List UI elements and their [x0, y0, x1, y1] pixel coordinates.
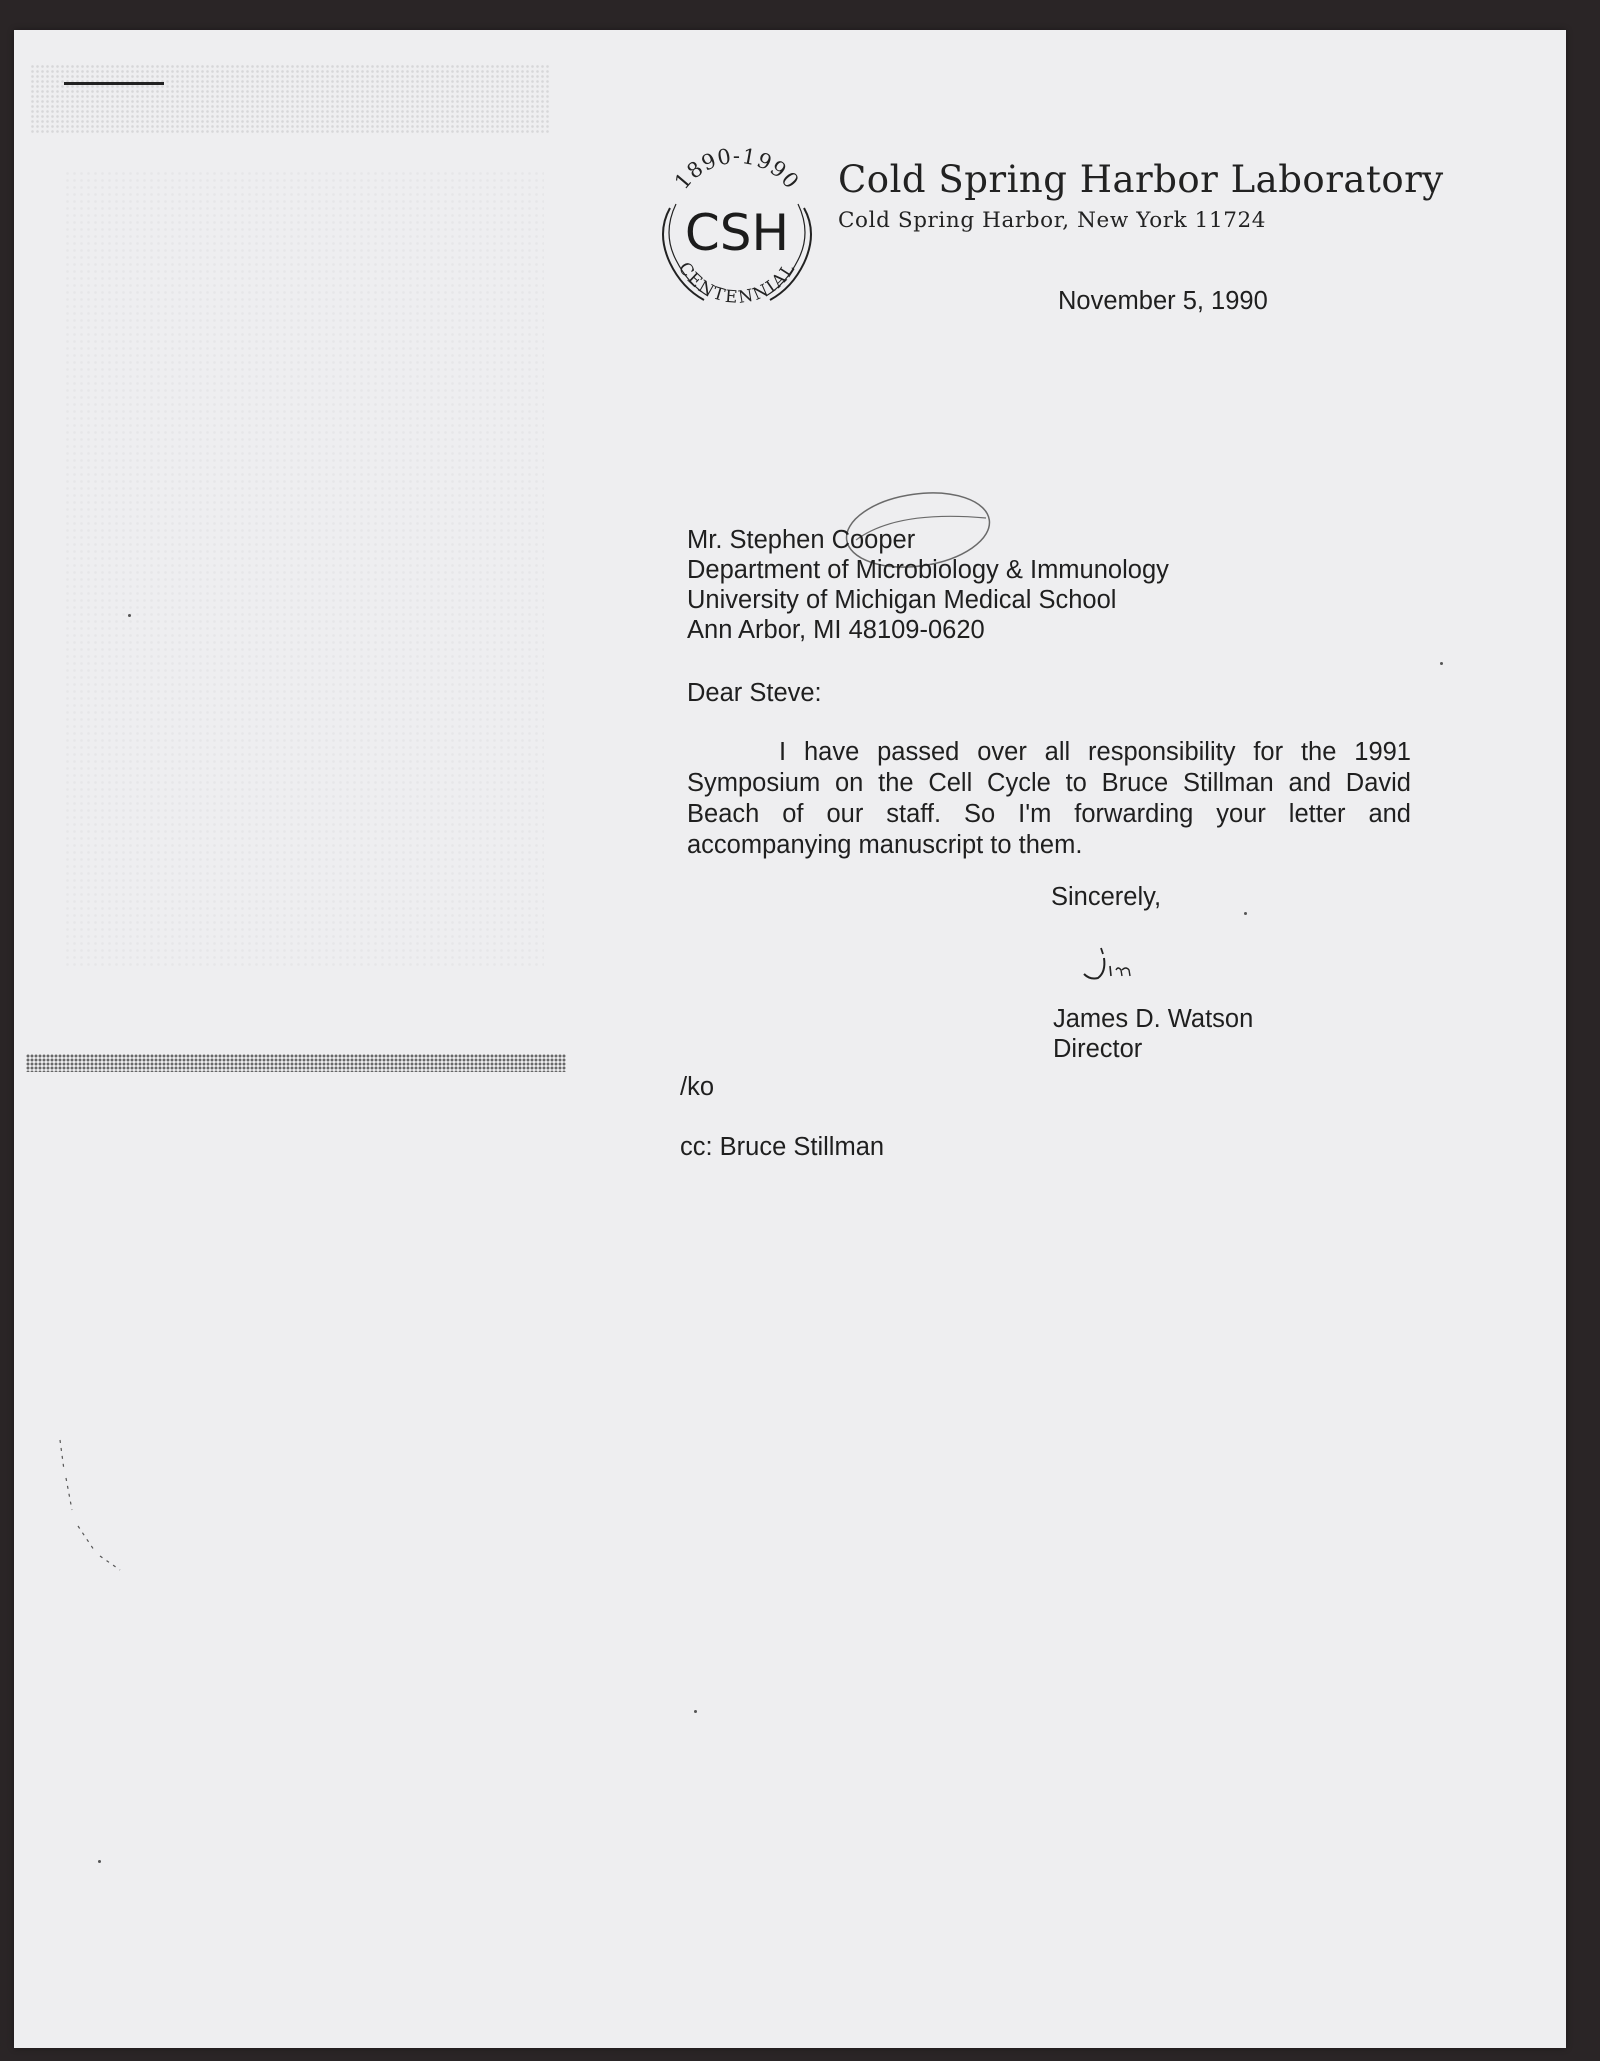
svg-text:CENTENNIAL: CENTENNIAL — [673, 258, 801, 308]
scan-band — [26, 1054, 566, 1072]
csh-centennial-logo — [642, 138, 832, 328]
letter-body — [687, 737, 1411, 861]
handwritten-signature — [1074, 940, 1154, 990]
typist-initials: /ko — [680, 1073, 715, 1101]
speck — [1440, 662, 1443, 665]
letter-date: November 5, 1990 — [1058, 287, 1268, 315]
closing: Sincerely, — [1051, 883, 1162, 911]
signer-name: James D. Watson — [1053, 1005, 1254, 1033]
scan-artifact-marks — [50, 1430, 130, 1580]
recipient-department: Department of Microbiology & Immunology — [687, 556, 1169, 584]
lab-name: Cold Spring Harbor Laboratory — [838, 158, 1444, 201]
speck — [1244, 912, 1247, 915]
speck — [694, 1710, 697, 1713]
speck — [128, 614, 131, 617]
lab-address: Cold Spring Harbor, New York 11724 — [838, 208, 1267, 233]
svg-text:1890-1990: 1890-1990 — [669, 144, 805, 194]
carbon-copy-line: cc: Bruce Stillman — [680, 1133, 885, 1161]
scan-smudge — [30, 64, 550, 134]
letter-page — [14, 30, 1566, 2048]
speck — [98, 1860, 101, 1863]
svg-text:CSH: CSH — [684, 204, 790, 262]
body-paragraph: I have passed over all responsibility for the 1991 Symposium on the Cell Cycle to Bruce Stillman and David Beach of our staff. So I'm forwarding your letter and accompanying manuscript to them. — [687, 738, 1411, 859]
recipient-city: Ann Arbor, MI 48109-0620 — [687, 616, 985, 644]
signer-title: Director — [1053, 1035, 1143, 1063]
salutation: Dear Steve: — [687, 679, 822, 707]
signer-block — [1053, 1004, 1253, 1064]
scan-noise — [64, 170, 544, 970]
recipient-institution: University of Michigan Medical School — [687, 586, 1117, 614]
recipient-name: Mr. Stephen Cooper — [687, 526, 916, 554]
recipient-address — [687, 525, 1169, 645]
scan-mark — [64, 82, 164, 85]
